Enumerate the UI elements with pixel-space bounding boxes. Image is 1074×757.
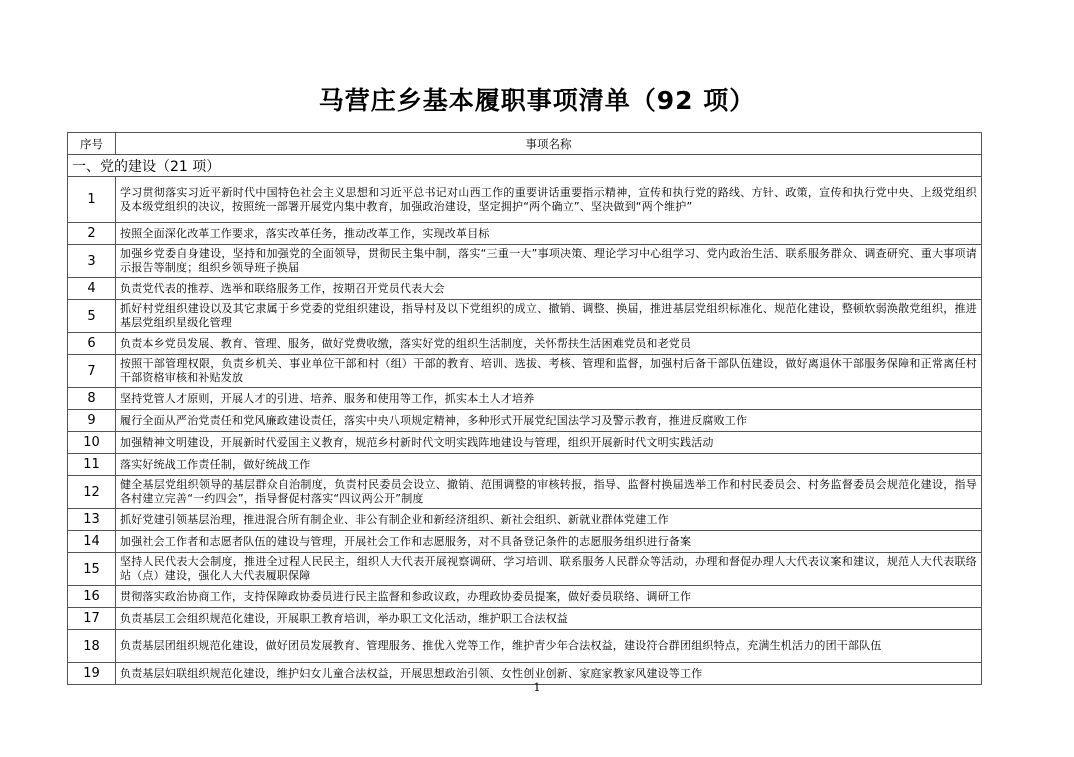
- table-row: [68, 553, 982, 586]
- row-number: 14: [68, 531, 116, 553]
- document-title: 马营庄乡基本履职事项清单（92 项）: [318, 86, 756, 115]
- row-number: 8: [68, 388, 116, 410]
- table-row: [68, 454, 982, 476]
- row-item-text: 负责基层团组织规范化建设，做好团员发展教育、管理服务、推优入党等工作，维护青少年合法权益，建设符合群团组织特点，充满生机活力的团干部队伍: [116, 630, 982, 663]
- duty-list-table: [67, 132, 982, 685]
- header-no: 序号: [68, 133, 116, 155]
- row-number: 19: [68, 663, 116, 685]
- row-number: 2: [68, 223, 116, 245]
- row-item-text: 履行全面从严治党责任和党风廉政建设责任，落实中央八项规定精神，多种形式开展党纪国法学习及警示教育，推进反腐败工作: [116, 410, 982, 432]
- row-number: 12: [68, 476, 116, 509]
- row-number: 17: [68, 608, 116, 630]
- table-row: [68, 531, 982, 553]
- row-item-text: 加强乡党委自身建设，坚持和加强党的全面领导，贯彻民主集中制，落实“三重一大”事项决策、理论学习中心组学习、党内政治生活、联系服务群众、调查研究、重大事项请示报告等制度；组织乡领导班子换届: [116, 245, 982, 278]
- row-item-text: 抓好村党组织建设以及其它隶属于乡党委的党组织建设，指导村及以下党组织的成立、撤销、调整、换届，推进基层党组织标准化、规范化建设，整顿软弱涣散党组织，推进基层党组织星级化管理: [116, 300, 982, 333]
- row-item-text: 健全基层党组织领导的基层群众自治制度，负责村民委员会设立、撤销、范围调整的审核转报，指导、监督村换届选举工作和村民委员会、村务监督委员会规范化建设，指导各村建立完善“一约四会”，指导督促村落实“四议两公开”制度: [116, 476, 982, 509]
- table-row: [68, 333, 982, 355]
- row-number: 5: [68, 300, 116, 333]
- row-number: 11: [68, 454, 116, 476]
- row-item-text: 落实好统战工作责任制，做好统战工作: [116, 454, 982, 476]
- row-number: 16: [68, 586, 116, 608]
- table-row: [68, 410, 982, 432]
- row-item-text: 抓好党建引领基层治理，推进混合所有制企业、非公有制企业和新经济组织、新社会组织、新就业群体党建工作: [116, 509, 982, 531]
- row-number: 15: [68, 553, 116, 586]
- row-item-text: 负责基层工会组织规范化建设，开展职工教育培训，举办职工文化活动，维护职工合法权益: [116, 608, 982, 630]
- table-row: [68, 509, 982, 531]
- row-number: 6: [68, 333, 116, 355]
- row-number: 4: [68, 278, 116, 300]
- row-item-text: 贯彻落实政治协商工作，支持保障政协委员进行民主监督和参政议政，办理政协委员提案，做好委员联络、调研工作: [116, 586, 982, 608]
- row-number: 18: [68, 630, 116, 663]
- table-row: [68, 223, 982, 245]
- row-item-text: 负责基层妇联组织规范化建设，维护妇女儿童合法权益，开展思想政治引领、女性创业创新、家庭家教家风建设等工作: [116, 663, 982, 685]
- row-item-text: 负责本乡党员发展、教育、管理、服务，做好党费收缴，落实好党的组织生活制度，关怀帮扶生活困难党员和老党员: [116, 333, 982, 355]
- table-row: [68, 177, 982, 223]
- table-header-row: [68, 133, 982, 155]
- row-number: 7: [68, 355, 116, 388]
- table-row: [68, 355, 982, 388]
- table-row: [68, 586, 982, 608]
- table-row: [68, 432, 982, 454]
- table-row: [68, 388, 982, 410]
- row-item-text: 坚持党管人才原则，开展人才的引进、培养、服务和使用等工作，抓实本土人才培养: [116, 388, 982, 410]
- table-row: [68, 630, 982, 663]
- table-row: [68, 608, 982, 630]
- row-item-text: 按照干部管理权限，负责乡机关、事业单位干部和村（组）干部的教育、培训、选拔、考核、管理和监督，加强村后备干部队伍建设，做好离退休干部服务保障和正常离任村干部资格审核和补贴发放: [116, 355, 982, 388]
- row-item-text: 按照全面深化改革工作要求，落实改革任务，推动改革工作，实现改革目标: [116, 223, 982, 245]
- row-item-text: 加强社会工作者和志愿者队伍的建设与管理，开展社会工作和志愿服务，对不具备登记条件的志愿服务组织进行备案: [116, 531, 982, 553]
- section-row: [68, 155, 982, 177]
- header-name: 事项名称: [116, 133, 982, 155]
- row-item-text: 负责党代表的推荐、选举和联络服务工作，按期召开党员代表大会: [116, 278, 982, 300]
- page-number: 1: [533, 681, 541, 694]
- row-item-text: 坚持人民代表大会制度，推进全过程人民民主，组织人大代表开展视察调研、学习培训、联系服务人民群众等活动，办理和督促办理人大代表议案和建议，规范人大代表联络站（点）建设，强化人大代表履职保障: [116, 553, 982, 586]
- table-row: [68, 278, 982, 300]
- table-row: [68, 300, 982, 333]
- section-title: 一、党的建设（21 项）: [68, 155, 982, 177]
- row-item-text: 学习贯彻落实习近平新时代中国特色社会主义思想和习近平总书记对山西工作的重要讲话重要指示精神，宣传和执行党的路线、方针、政策，宣传和执行党中央、上级党组织及本级党组织的决议，按照统一部署开展党内集中教育，加强政治建设，坚定拥护“两个确立”、坚决做到“两个维护”: [116, 177, 982, 223]
- row-number: 3: [68, 245, 116, 278]
- row-number: 9: [68, 410, 116, 432]
- table-row: [68, 245, 982, 278]
- row-number: 1: [68, 177, 116, 223]
- row-number: 10: [68, 432, 116, 454]
- table-row: [68, 476, 982, 509]
- row-item-text: 加强精神文明建设，开展新时代爱国主义教育，规范乡村新时代文明实践阵地建设与管理，组织开展新时代文明实践活动: [116, 432, 982, 454]
- row-number: 13: [68, 509, 116, 531]
